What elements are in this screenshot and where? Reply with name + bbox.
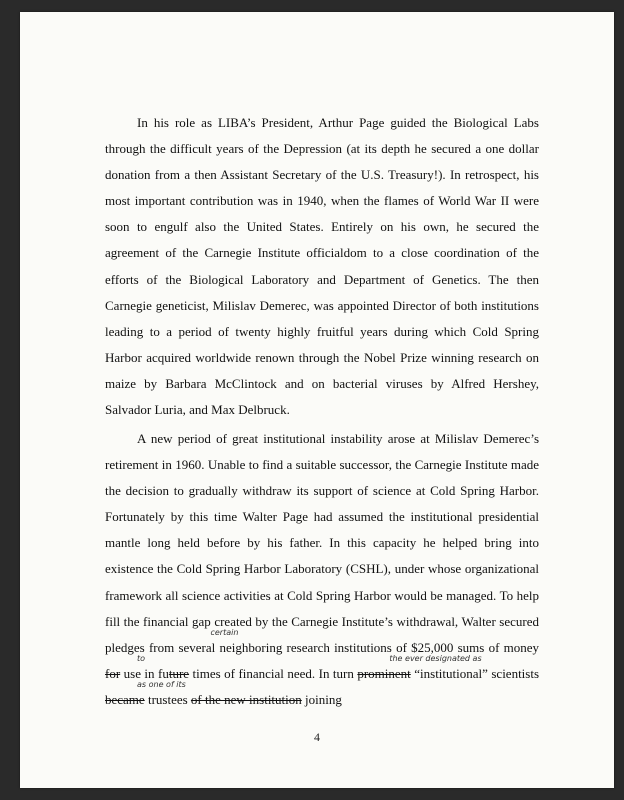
paragraph-2-text-6: trustees [147,691,188,707]
paragraph-1: In his role as LIBA’s President, Arthur Page guided the Biological Labs through the difficult years of the Depression (at its depth he secured a one dollar donation from a then Assistant Secretary of the U.S. Treasury!). In retrospect, his most important contribution was in 1940, when the flames of World War II were soon to engulf also the United States. Entirely on his own, he secured the agreement of the Carnegie Institute officialdom to a close coordination of the efforts of the Biological Laboratory and Department of Genetics. The then Carnegie geneticist, Milislav Demerec, was appointed Director of both institutions leading to a period of twenty highly fruitful years during which Cold Spring Harbor acquired worldwide renown through the Nobel Prize winning research on maize by Barbara McClintock and on bacterial viruses by Alfred Hershey, Salvador Luria, and Max Delbruck. [105,115,539,418]
document-page [20,12,614,788]
struck-ture: ture [168,665,190,681]
struck-word-prominent: prominent [357,665,411,681]
handwritten-note-certain: certain [210,627,239,637]
struck-new-institution: of the new institution [190,691,302,707]
handwritten-note-designated: the ever designated as [389,653,482,663]
page-number: 4 [314,730,320,744]
paragraph-2-text-1: A new period of great institutional instability arose at Milislav Demerec’s retirement in 1960. Unable to find a suitable successor, the Carnegie Institute made the decision to gradually withdraw its support of science at Cold Spring Harbor. Fortunately by this time Walter Page had assumed the institutional presidential mantle long held before by his father. In this capacity he helped bring into existence the Cold Spring Harbor Laboratory (CSHL), under whose organizational framework all science activities at Cold Spring Harbor would be managed. To help fill the financial gap created by the Carnegie Institute’s withdrawal, Walter secured pledges from [105,431,539,655]
word-several: several [178,639,216,655]
paragraph-2-text-2: neighboring research institutions of $25,000 sums of money [219,639,540,655]
paragraph-2-text-7: joining [305,691,342,707]
handwritten-note-to: to [137,653,146,663]
paragraph-2-text-4: times of financial need. In turn [192,665,354,681]
struck-word-for: for [105,665,121,681]
handwritten-note-as-one-of-its: as one of its [137,679,186,689]
struck-word-became: became [105,691,145,707]
paragraph-2-text-3: use in fu [123,665,169,681]
edit-several [178,627,239,655]
paragraph-2-text-5: “institutional” scientists [414,665,540,681]
paragraph-2 [105,426,539,713]
